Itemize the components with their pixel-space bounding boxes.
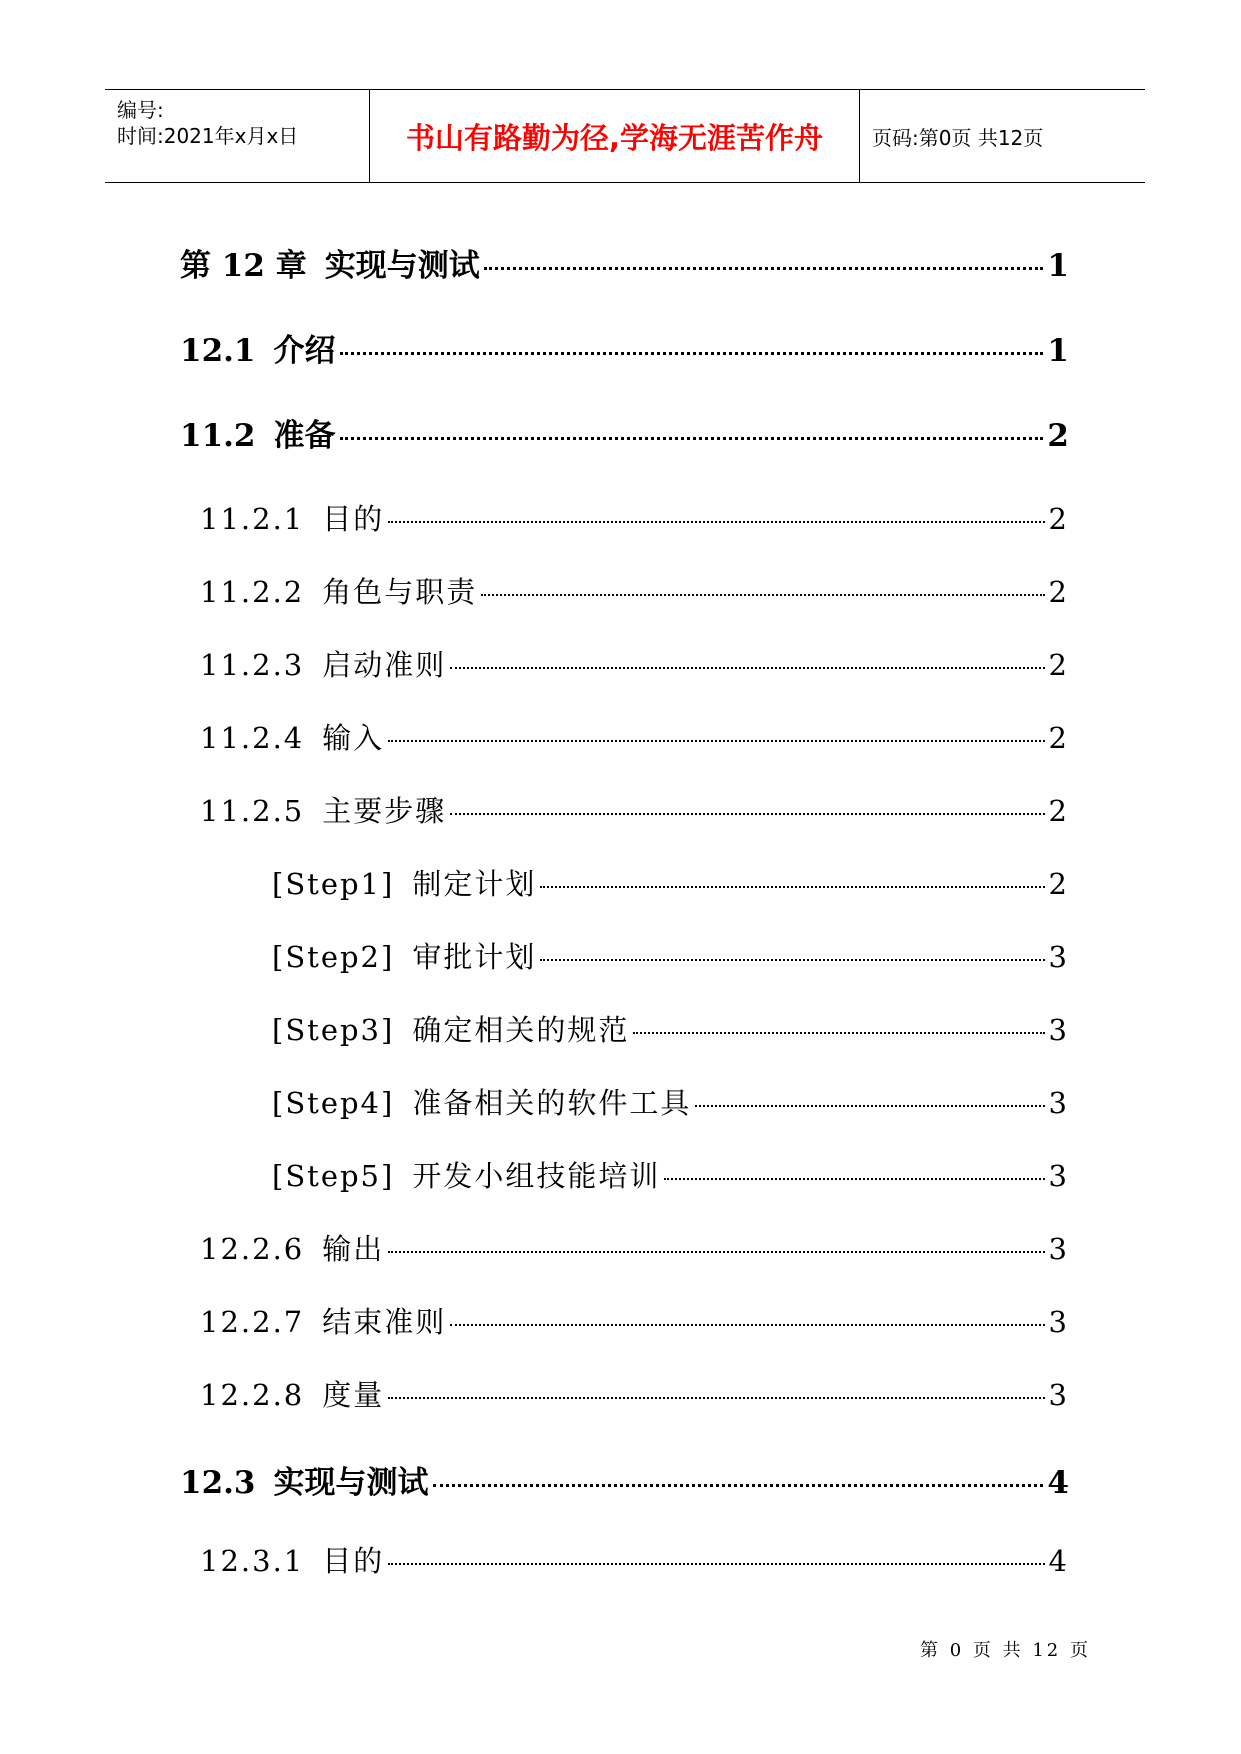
toc-leader-dots: [388, 740, 1044, 742]
toc-entry[interactable]: [200, 643, 1069, 684]
toc-leader-dots: [388, 521, 1044, 523]
toc-entry[interactable]: [200, 716, 1069, 757]
toc-entry-title: 准备相关的软件工具: [412, 1086, 692, 1120]
toc-entry[interactable]: [200, 1227, 1069, 1268]
toc-entry[interactable]: [272, 1008, 1069, 1049]
toc-entry-page: 3: [1048, 1305, 1069, 1339]
toc-leader-dots: [540, 886, 1044, 888]
toc-entry-title: 制定计划: [412, 867, 537, 901]
toc-entry-title: 开发小组技能培训: [412, 1159, 661, 1193]
toc-leader-dots: [450, 667, 1044, 669]
toc-entry[interactable]: [200, 1300, 1069, 1341]
toc-entry-page: 3: [1048, 1378, 1069, 1412]
toc-leader-dots: [450, 1324, 1044, 1326]
toc-entry-title: 实现与测试: [324, 248, 480, 284]
toc-entry-number: 12.3.1: [200, 1544, 305, 1578]
toc-entry-page: 1: [1047, 248, 1069, 284]
toc-entry-number: 11.2.3: [200, 648, 305, 682]
toc-entry-number: [Step5]: [272, 1159, 395, 1193]
toc-leader-dots: [664, 1178, 1044, 1180]
toc-entry[interactable]: [180, 240, 1069, 285]
header-time-label: 时间:2021年x月x日: [117, 124, 299, 148]
toc-leader-dots: [340, 437, 1044, 440]
toc-entry-page: 2: [1047, 418, 1069, 454]
toc-entry[interactable]: [272, 862, 1069, 903]
toc-entry-title: 输出: [322, 1232, 385, 1266]
toc-entry-number: [Step4]: [272, 1086, 395, 1120]
page-header: [105, 89, 1145, 183]
toc-entry-page: 1: [1047, 333, 1069, 369]
toc-entry-title: 介绍: [273, 333, 336, 369]
toc-entry-title: 实现与测试: [273, 1465, 429, 1501]
toc-entry[interactable]: [200, 1539, 1069, 1580]
toc-entry-number: 12.2.6: [200, 1232, 305, 1266]
toc-entry-number: 11.2.5: [200, 794, 305, 828]
toc-entry[interactable]: [200, 1373, 1069, 1414]
toc-entry[interactable]: [200, 789, 1069, 830]
toc-leader-dots: [695, 1105, 1044, 1107]
toc-entry-number: 11.2: [180, 418, 256, 454]
toc-entry[interactable]: [180, 1457, 1069, 1502]
toc-entry-title: 目的: [322, 1544, 385, 1578]
toc-entry[interactable]: [272, 935, 1069, 976]
toc-leader-dots: [484, 267, 1044, 270]
toc-entry[interactable]: [180, 325, 1069, 370]
toc-entry[interactable]: [272, 1154, 1069, 1195]
toc-leader-dots: [540, 959, 1044, 961]
toc-leader-dots: [340, 352, 1044, 355]
header-page-cell: [860, 90, 1145, 182]
toc-entry[interactable]: [272, 1081, 1069, 1122]
toc-entry-page: 2: [1048, 502, 1069, 536]
toc-entry-page: 2: [1048, 721, 1069, 755]
header-motto: 书山有路勤为径,学海无涯苦作舟: [405, 120, 824, 155]
toc-entry-page: 4: [1048, 1544, 1069, 1578]
toc-entry-number: 11.2.1: [200, 502, 305, 536]
toc-entry-title: 确定相关的规范: [412, 1013, 630, 1047]
toc-entry-page: 2: [1048, 648, 1069, 682]
toc-entry-page: 3: [1048, 940, 1069, 974]
toc-leader-dots: [433, 1484, 1044, 1487]
toc-entry-number: [Step2]: [272, 940, 395, 974]
toc-leader-dots: [388, 1397, 1044, 1399]
toc-entry-page: 3: [1048, 1159, 1069, 1193]
toc-entry-number: 11.2.2: [200, 575, 305, 609]
toc-entry-number: 12.1: [180, 333, 256, 369]
toc-entry-page: 3: [1048, 1013, 1069, 1047]
toc-entry[interactable]: [180, 410, 1069, 455]
toc-entry-number: [Step1]: [272, 867, 395, 901]
toc-entry-title: 输入: [322, 721, 385, 755]
toc-entry-title: 目的: [322, 502, 385, 536]
toc-entry-number: 12.2.7: [200, 1305, 305, 1339]
toc-leader-dots: [450, 813, 1044, 815]
toc-entry-page: 2: [1048, 794, 1069, 828]
toc-entry-title: 结束准则: [322, 1305, 447, 1339]
toc-entry-number: 12.3: [180, 1465, 256, 1501]
toc-entry-page: 3: [1048, 1232, 1069, 1266]
toc-entry-page: 2: [1048, 867, 1069, 901]
toc-entry[interactable]: [200, 497, 1069, 538]
toc-entry-page: 4: [1047, 1465, 1069, 1501]
toc-leader-dots: [388, 1251, 1044, 1253]
header-motto-cell: [370, 90, 860, 182]
toc-entry-title: 启动准则: [322, 648, 447, 682]
toc-entry-title: 主要步骤: [322, 794, 447, 828]
toc-leader-dots: [481, 594, 1044, 596]
header-meta-cell: [105, 90, 370, 182]
header-page-info: 页码:第0页 共12页: [872, 125, 1044, 150]
toc-entry[interactable]: [200, 570, 1069, 611]
toc-entry-page: 3: [1048, 1086, 1069, 1120]
header-number-label: 编号:: [117, 98, 164, 122]
toc-entry-title: 审批计划: [412, 940, 537, 974]
toc-entry-number: 11.2.4: [200, 721, 305, 755]
toc-entry-title: 度量: [322, 1378, 385, 1412]
toc-entry-page: 2: [1048, 575, 1069, 609]
toc-leader-dots: [388, 1563, 1044, 1565]
toc-entry-title: 准备: [273, 418, 336, 454]
toc-leader-dots: [633, 1032, 1044, 1034]
page-footer: 第 0 页 共 12 页: [920, 1640, 1091, 1661]
toc-entry-number: 12.2.8: [200, 1378, 305, 1412]
toc-entry-number: 第 12 章: [180, 248, 307, 284]
toc-entry-number: [Step3]: [272, 1013, 395, 1047]
toc-entry-title: 角色与职责: [322, 575, 478, 609]
